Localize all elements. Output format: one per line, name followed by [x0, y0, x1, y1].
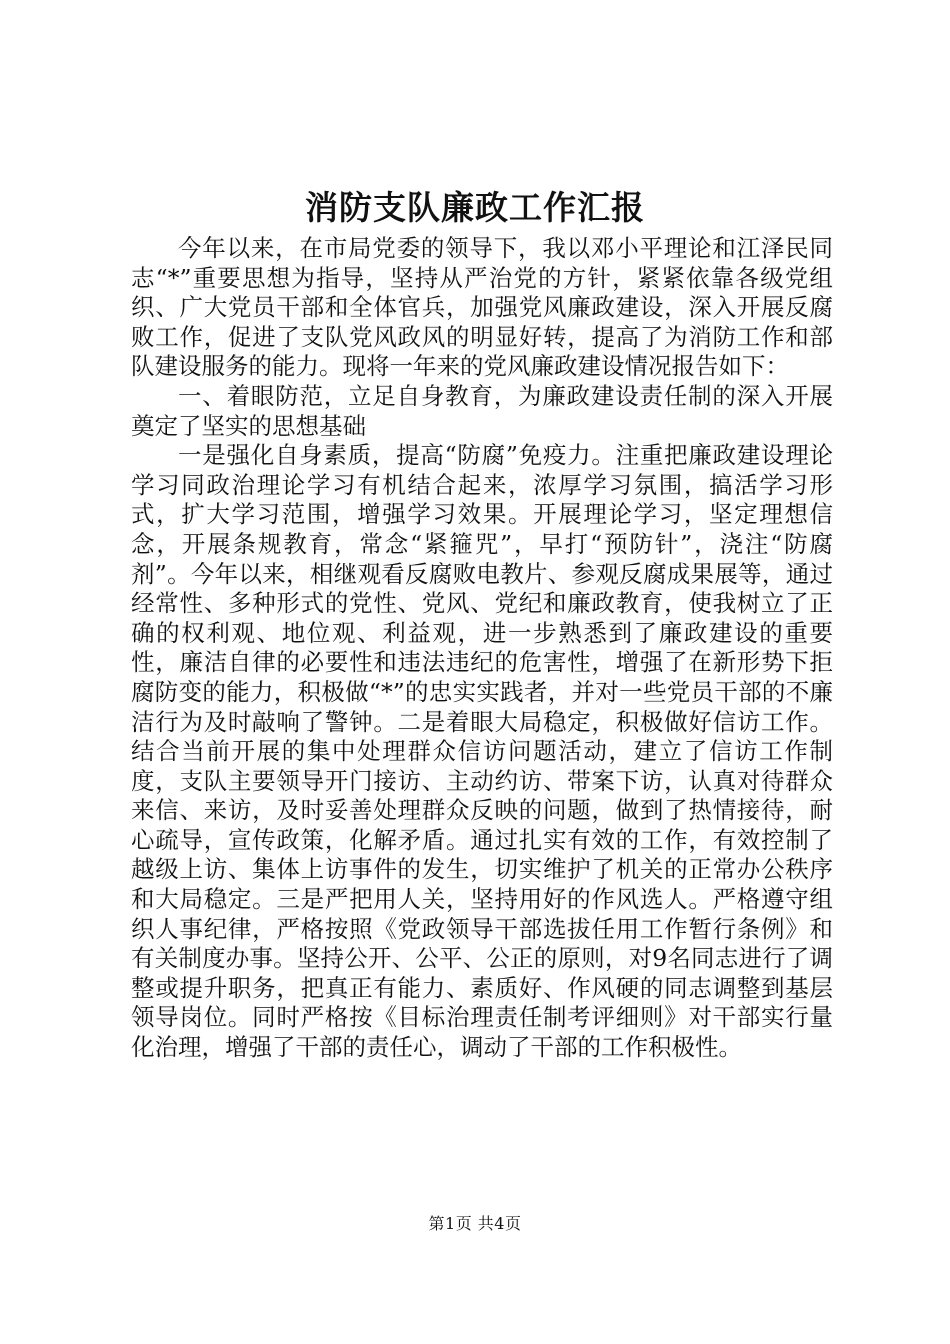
document-title: 消防支队廉政工作汇报 [305, 188, 645, 227]
paragraph-main: 一是强化自身素质，提高“防腐”免疫力。注重把廉政建设理论学习同政治理论学习有机结合起来，浓厚学习氛围，搞活学习形式，扩大学习范围，增强学习效果。开展理论学习，坚定理想信念，开展条规教育，常念“紧箍咒”，早打“预防针”，浇注“防腐剂”。今年以来，相继观看反腐败电教片、参观反腐成果展等，通过经常性、多种形式的党性、党风、党纪和廉政教育，使我树立了正确的权利观、地位观、利益观，进一步熟悉到了廉政建设的重要性，廉洁自律的必要性和违法违纪的危害性，增强了在新形势下拒腐防变的能力，积极做“*”的忠实实践者，并对一些党员干部的不廉洁行为及时敲响了警钟。二是着眼大局稳定，积极做好信访工作。结合当前开展的集中处理群众信访问题活动，建立了信访工作制度，支队主要领导开门接访、主动约访、带案下访，认真对待群众来信、来访，及时妥善处理群众反映的问题，做到了热情接待，耐心疏导，宣传政策，化解矛盾。通过扎实有效的工作，有效控制了越级上访、集体上访事件的发生，切实维护了机关的正常办公秩序和大局稳定。三是严把用人关，坚持用好的作风选人。严格遵守组织人事纪律，严格按照《党政领导干部选拔任用工作暂行条例》和有关制度办事。坚持公开、公平、公正的原则，对9名同志进行了调整或提升职务，把真正有能力、素质好、作风硬的同志调整到基层领导岗位。同时严格按《目标治理责任制考评细则》对干部实行量化治理，增强了干部的责任心，调动了干部的工作积极性。 [131, 441, 833, 1062]
paragraph-intro: 今年以来，在市局党委的领导下，我以邓小平理论和江泽民同志“*”重要思想为指导，坚持从严治党的方针，紧紧依靠各级党组织、广大党员干部和全体官兵，加强党风廉政建设，深入开展反腐败工作，促进了支队党风政风的明显好转，提高了为消防工作和部队建设服务的能力。现将一年来的党风廉政建设情况报告如下： [131, 234, 833, 381]
paragraph-section-heading: 一、着眼防范，立足自身教育，为廉政建设责任制的深入开展奠定了坚实的思想基础 [131, 381, 833, 440]
document-body [131, 234, 833, 1063]
page-number-footer: 第1页 共4页 [428, 1214, 522, 1233]
